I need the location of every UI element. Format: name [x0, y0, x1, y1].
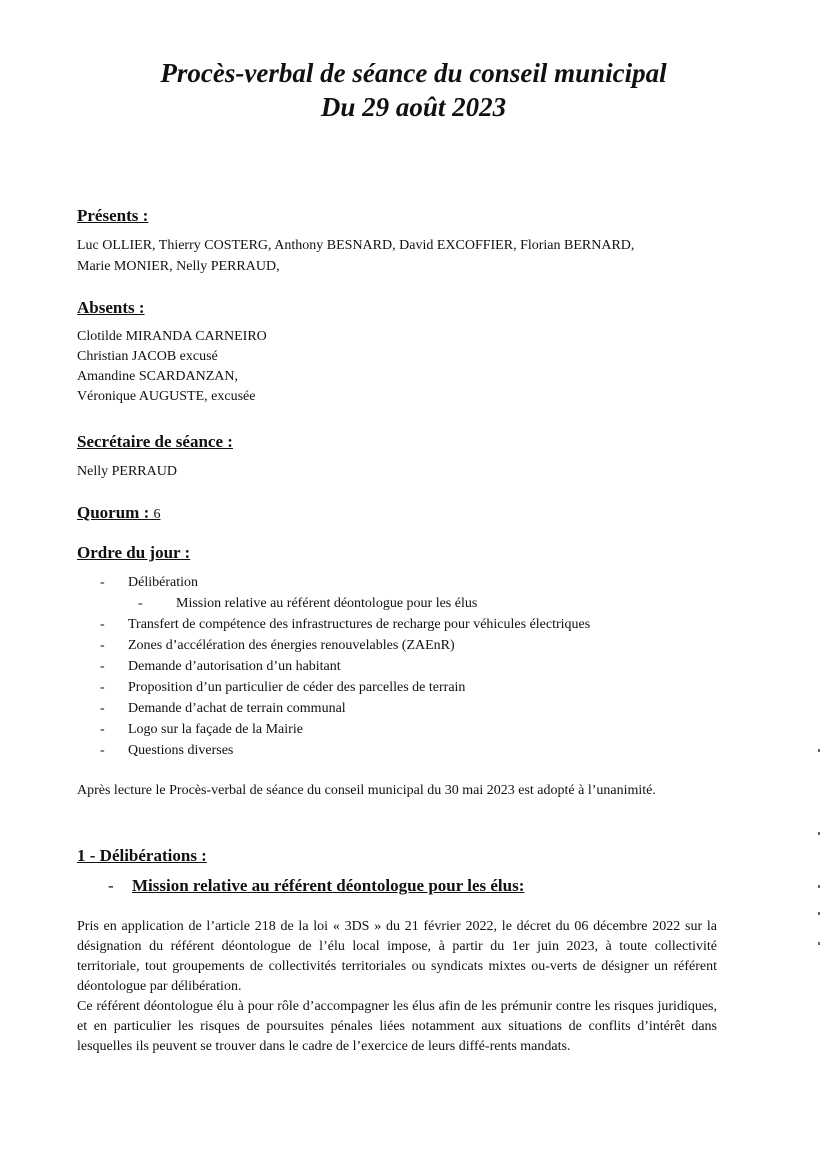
- presents-heading: Présents :: [77, 206, 149, 225]
- scan-edge-mark: [818, 749, 820, 752]
- bullet-dash: -: [100, 617, 105, 632]
- document-title-line-1: Procès-verbal de séance du conseil municipal: [160, 58, 667, 88]
- agenda-item-text: Demande d’autorisation d’un habitant: [128, 659, 341, 674]
- scan-edge-mark: [818, 942, 820, 945]
- absent-name: Clotilde MIRANDA CARNEIRO: [77, 329, 267, 344]
- absent-name: Véronique AUGUSTE, excusée: [77, 389, 256, 404]
- quorum-heading: [77, 503, 161, 523]
- document-title-line-2: Du 29 août 2023: [320, 92, 507, 122]
- agenda-item-text: Mission relative au référent déontologue pour les élus: [176, 596, 478, 611]
- bullet-dash: -: [100, 575, 105, 590]
- agenda-item-text: Logo sur la façade de la Mairie: [128, 722, 303, 737]
- scan-edge-mark: [818, 885, 820, 888]
- bullet-dash: -: [108, 876, 114, 895]
- agenda-item-text: Transfert de compétence des infrastructures de recharge pour véhicules électriques: [128, 617, 591, 632]
- quorum-value: 6: [153, 507, 161, 522]
- presents-line-1: Luc OLLIER, Thierry COSTERG, Anthony BESNARD, David EXCOFFIER, Florian BERNARD,: [77, 238, 635, 253]
- secretaire-heading: Secrétaire de séance :: [77, 432, 233, 451]
- agenda-item-text: Questions diverses: [128, 743, 234, 758]
- absent-name: Amandine SCARDANZAN,: [77, 369, 238, 384]
- deliberation-subheading-text: Mission relative au référent déontologue pour les élus:: [132, 876, 525, 895]
- scan-edge-mark: [818, 912, 820, 915]
- bullet-dash: -: [138, 596, 143, 611]
- agenda-item-text: Zones d’accélération des énergies renouvelables (ZAEnR): [128, 638, 455, 653]
- secretaire-name: Nelly PERRAUD: [77, 464, 177, 479]
- deliberations-heading: 1 - Délibérations :: [77, 846, 207, 865]
- agenda-item-text: Demande d’achat de terrain communal: [128, 701, 346, 716]
- bullet-dash: -: [100, 638, 105, 653]
- presents-line-2: Marie MONIER, Nelly PERRAUD,: [77, 259, 280, 274]
- bullet-dash: -: [100, 722, 105, 737]
- absent-name: Christian JACOB excusé: [77, 349, 218, 364]
- deliberation-paragraph-2: Ce référent déontologue élu à pour rôle d’accompagner les élus afin de les prémunir contre les risques juridiques, et en particulier les risques de poursuites pénales liées notamment aux situations de conflits d’intérêt dans lesquelles ils peuvent se trouver dans le cadre de l’exercice de leurs diffé-rents mandats.: [77, 999, 717, 1054]
- bullet-dash: -: [100, 659, 105, 674]
- quorum-label: Quorum :: [77, 503, 150, 522]
- bullet-dash: -: [100, 680, 105, 695]
- bullet-dash: -: [100, 743, 105, 758]
- adoption-paragraph: Après lecture le Procès-verbal de séance du conseil municipal du 30 mai 2023 est adopté à l’unanimité.: [77, 783, 656, 798]
- ordre-heading: Ordre du jour :: [77, 543, 191, 562]
- agenda-item-text: Proposition d’un particulier de céder des parcelles de terrain: [128, 680, 466, 695]
- bullet-dash: -: [100, 701, 105, 716]
- scan-edge-mark: [818, 832, 820, 835]
- agenda-item-text: Délibération: [128, 575, 198, 590]
- deliberation-paragraph-1: Pris en application de l’article 218 de la loi « 3DS » du 21 février 2022, le décret du 06 décembre 2022 sur la désignation du référent déontologue de l’élu local impose, à partir du 1er juin 2023, à toute collectivité territoriale, tout groupements de collectivités territoriales ou syndicats mixtes ou-verts de désigner un référent déontologue par délibération.: [77, 919, 717, 994]
- absents-heading: Absents :: [77, 298, 145, 317]
